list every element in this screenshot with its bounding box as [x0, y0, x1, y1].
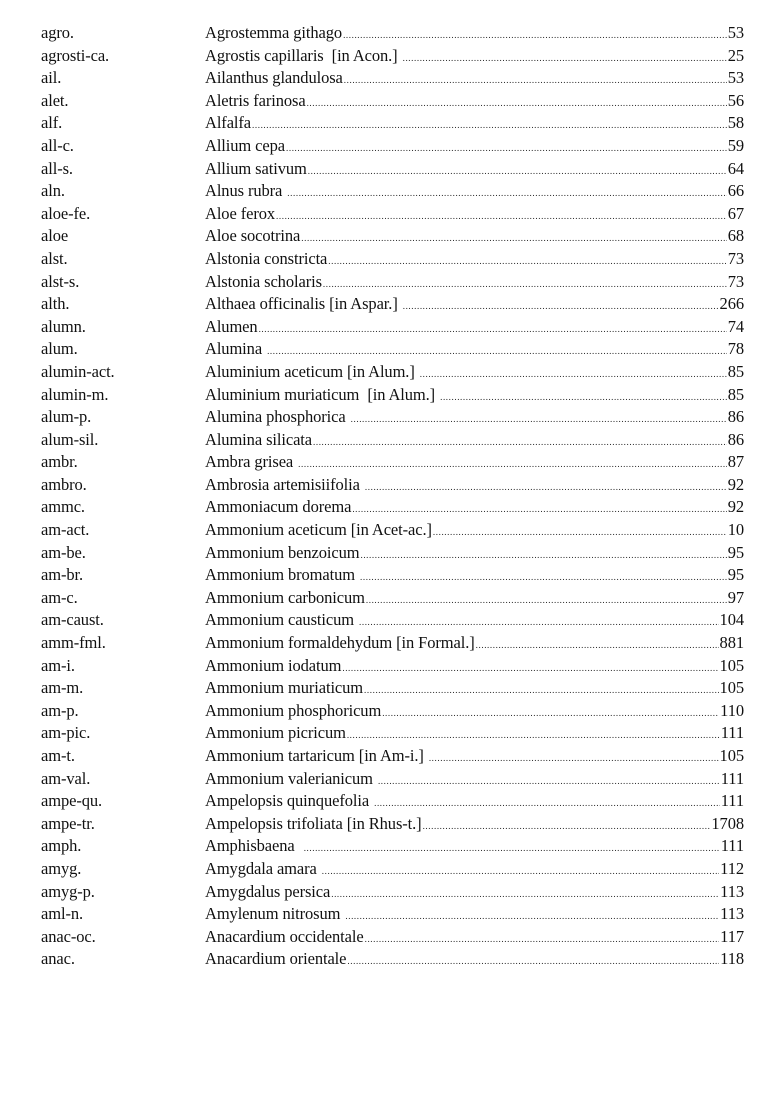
page-number: 105	[719, 746, 744, 765]
dot-leader	[298, 460, 727, 469]
index-entry	[41, 248, 744, 271]
index-entry	[41, 542, 744, 565]
dot-leader	[343, 31, 727, 40]
index-entry	[41, 293, 744, 316]
remedy-name: Alfalfa	[205, 113, 252, 133]
page-number: 111	[720, 723, 744, 743]
index-entry	[41, 67, 744, 90]
index-entry	[41, 158, 744, 181]
index-entry	[41, 722, 744, 745]
remedy-name: Althaea officinalis [in Aspar.]	[205, 294, 402, 314]
page-number: 110	[720, 700, 744, 720]
index-entry	[41, 677, 744, 700]
index-entry	[41, 587, 744, 610]
remedy-name: Agrostemma githago	[205, 23, 343, 42]
remedy-abbreviation: anac.	[41, 949, 75, 969]
remedy-abbreviation: am-br.	[41, 565, 84, 585]
page-number: 105	[719, 655, 744, 675]
index-entry	[41, 451, 744, 474]
dot-leader	[344, 76, 727, 85]
remedy-name: Amygdala amara	[205, 858, 321, 878]
remedy-abbreviation: all-c.	[41, 135, 74, 155]
remedy-abbreviation: amm-fml.	[41, 633, 106, 653]
dot-leader	[308, 167, 727, 176]
remedy-name-cell	[205, 700, 719, 723]
remedy-name-cell	[205, 271, 727, 294]
remedy-name: Ammonium causticum	[205, 610, 358, 630]
index-entry	[41, 564, 744, 587]
dot-leader	[365, 935, 720, 944]
remedy-abbreviation: am-act.	[41, 520, 90, 540]
index-entry	[41, 813, 744, 836]
remedy-name-cell	[205, 745, 719, 768]
remedy-name-cell	[205, 655, 719, 678]
remedy-name-cell	[205, 609, 719, 632]
remedy-abbreviation: aln.	[41, 181, 65, 201]
remedy-abbreviation: ambr.	[41, 452, 78, 472]
remedy-name-cell	[205, 338, 727, 361]
remedy-name: Alumen	[205, 316, 258, 336]
index-entry	[41, 180, 744, 203]
index-entry	[41, 474, 744, 497]
remedy-abbreviation: alumn.	[41, 316, 86, 336]
remedy-abbreviation: am-be.	[41, 542, 86, 562]
remedy-abbreviation: aloe	[41, 226, 69, 246]
remedy-name-cell	[205, 22, 727, 45]
dot-leader	[286, 144, 727, 153]
page-number: 53	[727, 68, 744, 88]
remedy-name: Ammonium muriaticum	[205, 678, 364, 698]
remedy-name: Anacardium occidentale	[205, 926, 364, 946]
remedy-name-cell	[205, 112, 727, 135]
dot-leader	[252, 121, 727, 130]
remedy-name: Allium sativum	[205, 158, 307, 178]
page-number: 117	[720, 926, 744, 946]
page-number: 74	[727, 316, 744, 336]
index-entry	[41, 316, 744, 339]
dot-leader	[345, 912, 719, 921]
dot-leader	[347, 731, 720, 740]
remedy-abbreviation: alet.	[41, 90, 69, 110]
dot-leader	[382, 709, 719, 718]
page-number: 56	[727, 90, 744, 110]
remedy-name: Aluminium muriaticum [in Alum.]	[205, 384, 440, 404]
page-number: 95	[727, 565, 744, 585]
remedy-abbreviation: ail.	[41, 68, 62, 88]
page-number: 92	[727, 497, 744, 517]
remedy-name-cell	[205, 903, 719, 926]
remedy-abbreviation: amyg.	[41, 858, 82, 878]
index-entry	[41, 22, 744, 45]
index-entry	[41, 745, 744, 768]
index-entry	[41, 112, 744, 135]
remedy-name-cell	[205, 451, 727, 474]
remedy-name: Ammonium iodatum	[205, 655, 342, 675]
remedy-name-cell	[205, 429, 727, 452]
remedy-name-cell	[205, 587, 727, 610]
index-entry	[41, 835, 744, 858]
dot-leader	[322, 867, 719, 876]
remedy-abbreviation: am-p.	[41, 700, 79, 720]
remedy-abbreviation: alum-p.	[41, 407, 92, 427]
dot-leader	[276, 212, 727, 221]
remedy-name: Alumina silicata	[205, 429, 312, 449]
remedy-name: Aluminium aceticum [in Alum.]	[205, 361, 419, 381]
index-entry	[41, 881, 744, 904]
remedy-name: Agrostis capillaris [in Acon.]	[205, 45, 402, 65]
index-entry	[41, 203, 744, 226]
index-entry	[41, 903, 744, 926]
remedy-name: Allium cepa	[205, 135, 285, 155]
remedy-abbreviation: am-pic.	[41, 723, 91, 743]
dot-leader	[352, 505, 726, 514]
remedy-abbreviation: alf.	[41, 113, 63, 133]
remedy-abbreviation: alum-sil.	[41, 429, 99, 449]
remedy-abbreviation: ambro.	[41, 474, 87, 494]
page-number: 67	[727, 203, 744, 223]
index-entry	[41, 406, 744, 429]
remedy-name-cell	[205, 948, 719, 971]
page-number: 105	[719, 678, 744, 698]
dot-leader	[433, 528, 727, 537]
index-entry	[41, 655, 744, 678]
remedy-abbreviation: all-s.	[41, 158, 73, 178]
page-number: 59	[727, 135, 744, 155]
page-number: 97	[727, 587, 744, 607]
page-number: 73	[727, 248, 744, 268]
dot-leader	[267, 347, 727, 356]
remedy-abbreviation: alst.	[41, 248, 68, 268]
dot-leader	[307, 99, 727, 108]
remedy-abbreviation: amyg-p.	[41, 881, 95, 901]
remedy-name: Anacardium orientale	[205, 949, 347, 969]
remedy-name-cell	[205, 519, 727, 542]
index-entry	[41, 45, 744, 68]
remedy-name: Ammonium formaldehydum [in Formal.]	[205, 633, 475, 653]
dot-leader	[360, 551, 726, 560]
page-number: 10	[727, 520, 744, 540]
remedy-name: Ambra grisea	[205, 452, 298, 472]
remedy-name-cell	[205, 45, 727, 68]
remedy-name-cell	[205, 135, 727, 158]
remedy-name-cell	[205, 316, 727, 339]
page-number: 53	[727, 23, 744, 42]
index-entry	[41, 948, 744, 971]
remedy-name: Ammoniacum dorema	[205, 497, 352, 517]
dot-leader	[331, 890, 719, 899]
remedy-abbreviation: amph.	[41, 836, 82, 856]
remedy-abbreviation: anac-oc.	[41, 926, 96, 946]
remedy-name-cell	[205, 768, 720, 791]
index-entry	[41, 429, 744, 452]
page-number: 95	[727, 542, 744, 562]
page-number: 118	[720, 949, 744, 969]
remedy-name-cell	[205, 542, 727, 565]
dot-leader	[342, 664, 718, 673]
remedy-abbreviation: agro.	[41, 23, 74, 42]
page-number: 86	[727, 407, 744, 427]
page-number: 66	[727, 181, 744, 201]
remedy-name-cell	[205, 361, 727, 384]
index-entry	[41, 926, 744, 949]
dot-leader	[313, 438, 727, 447]
dot-leader	[440, 393, 727, 402]
remedy-name: Ampelopsis quinquefolia	[205, 791, 374, 811]
remedy-name: Alumina	[205, 339, 267, 359]
index-entry	[41, 90, 744, 113]
page-number: 86	[727, 429, 744, 449]
dot-leader	[423, 822, 711, 831]
remedy-name: Alstonia scholaris	[205, 271, 322, 291]
page-number: 104	[719, 610, 744, 630]
remedy-name-cell	[205, 677, 719, 700]
dot-leader	[323, 280, 727, 289]
remedy-name: Amylenum nitrosum	[205, 904, 345, 924]
remedy-name: Ammonium carbonicum	[205, 587, 365, 607]
dot-leader	[378, 777, 720, 786]
remedy-abbreviation: ammc.	[41, 497, 85, 517]
remedy-name-cell	[205, 858, 719, 881]
index-entry	[41, 135, 744, 158]
dot-leader	[301, 234, 726, 243]
dot-leader	[347, 957, 719, 966]
remedy-name: Ammonium phosphoricum	[205, 700, 382, 720]
dot-leader	[360, 573, 727, 582]
index-entry	[41, 790, 744, 813]
page-number: 85	[727, 384, 744, 404]
remedy-index-list	[41, 22, 744, 971]
page-number: 111	[720, 836, 744, 856]
remedy-name: Amphisbaena	[205, 836, 303, 856]
remedy-name-cell	[205, 496, 727, 519]
remedy-name: Aloe socotrina	[205, 226, 301, 246]
page-number: 113	[720, 881, 744, 901]
page-number: 881	[719, 633, 744, 653]
remedy-name: Aletris farinosa	[205, 90, 306, 110]
remedy-name: Alnus rubra	[205, 181, 287, 201]
index-entry	[41, 632, 744, 655]
dot-leader	[328, 257, 726, 266]
remedy-name-cell	[205, 67, 727, 90]
index-entry	[41, 768, 744, 791]
page-number: 111	[720, 768, 744, 788]
page-number: 87	[727, 452, 744, 472]
remedy-name-cell	[205, 564, 727, 587]
remedy-name: Ammonium benzoicum	[205, 542, 360, 562]
remedy-abbreviation: am-m.	[41, 678, 84, 698]
page-number: 73	[727, 271, 744, 291]
index-entry	[41, 271, 744, 294]
remedy-name-cell	[205, 632, 719, 655]
remedy-abbreviation: agrosti-ca.	[41, 45, 110, 65]
page-number: 266	[719, 294, 744, 314]
remedy-abbreviation: aloe-fe.	[41, 203, 91, 223]
index-entry	[41, 225, 744, 248]
remedy-abbreviation: alumin-act.	[41, 361, 115, 381]
remedy-name: Aloe ferox	[205, 203, 276, 223]
remedy-name-cell	[205, 293, 719, 316]
page-number: 112	[720, 858, 744, 878]
page-number: 78	[727, 339, 744, 359]
dot-leader	[366, 596, 727, 605]
remedy-name: Alumina phosphorica	[205, 407, 350, 427]
remedy-name-cell	[205, 406, 727, 429]
remedy-name-cell	[205, 790, 720, 813]
dot-leader	[403, 54, 727, 63]
index-entry	[41, 519, 744, 542]
remedy-name: Ailanthus glandulosa	[205, 68, 343, 88]
remedy-abbreviation: am-c.	[41, 587, 78, 607]
page-number: 25	[727, 45, 744, 65]
remedy-name-cell	[205, 926, 719, 949]
index-entry	[41, 338, 744, 361]
dot-leader	[374, 799, 720, 808]
remedy-name-cell	[205, 813, 710, 836]
remedy-name-cell	[205, 203, 727, 226]
remedy-name: Alstonia constricta	[205, 248, 328, 268]
dot-leader	[429, 754, 719, 763]
page-number: 85	[727, 361, 744, 381]
remedy-name: Ampelopsis trifoliata [in Rhus-t.]	[205, 813, 422, 833]
page-number: 64	[727, 158, 744, 178]
remedy-name: Ammonium valerianicum	[205, 768, 377, 788]
remedy-abbreviation: am-i.	[41, 655, 75, 675]
index-entry	[41, 384, 744, 407]
remedy-name: Ammonium aceticum [in Acet-ac.]	[205, 520, 432, 540]
remedy-abbreviation: alumin-m.	[41, 384, 109, 404]
remedy-name: Ambrosia artemisiifolia	[205, 474, 364, 494]
remedy-name-cell	[205, 835, 720, 858]
remedy-name: Ammonium picricum	[205, 723, 346, 743]
dot-leader	[351, 415, 727, 424]
dot-leader	[420, 370, 727, 379]
page-number: 58	[727, 113, 744, 133]
index-entry	[41, 361, 744, 384]
remedy-name: Ammonium bromatum	[205, 565, 360, 585]
remedy-abbreviation: alth.	[41, 294, 70, 314]
page-number: 1708	[711, 813, 744, 833]
index-entry	[41, 700, 744, 723]
remedy-abbreviation: am-caust.	[41, 610, 104, 630]
page-number: 68	[727, 226, 744, 246]
index-entry	[41, 496, 744, 519]
page-number: 113	[720, 904, 744, 924]
dot-leader	[304, 844, 720, 853]
remedy-name-cell	[205, 722, 720, 745]
dot-leader	[365, 483, 727, 492]
page-number: 92	[727, 474, 744, 494]
remedy-name-cell	[205, 158, 727, 181]
remedy-abbreviation: alst-s.	[41, 271, 80, 291]
index-entry	[41, 609, 744, 632]
remedy-name-cell	[205, 384, 727, 407]
remedy-abbreviation: ampe-qu.	[41, 791, 103, 811]
remedy-name-cell	[205, 90, 727, 113]
remedy-name-cell	[205, 474, 727, 497]
remedy-name-cell	[205, 180, 727, 203]
remedy-name-cell	[205, 225, 727, 248]
remedy-abbreviation: am-val.	[41, 768, 91, 788]
remedy-name: Amygdalus persica	[205, 881, 331, 901]
remedy-name: Ammonium tartaricum [in Am-i.]	[205, 746, 428, 765]
remedy-name-cell	[205, 248, 727, 271]
dot-leader	[287, 189, 726, 198]
dot-leader	[476, 641, 719, 650]
dot-leader	[364, 686, 719, 695]
dot-leader	[403, 302, 719, 311]
index-entry	[41, 858, 744, 881]
page-number: 111	[720, 791, 744, 811]
dot-leader	[359, 618, 719, 627]
remedy-name-cell	[205, 881, 719, 904]
remedy-abbreviation: aml-n.	[41, 904, 84, 924]
remedy-abbreviation: alum.	[41, 339, 78, 359]
remedy-abbreviation: am-t.	[41, 746, 75, 765]
remedy-abbreviation: ampe-tr.	[41, 813, 95, 833]
dot-leader	[259, 325, 727, 334]
